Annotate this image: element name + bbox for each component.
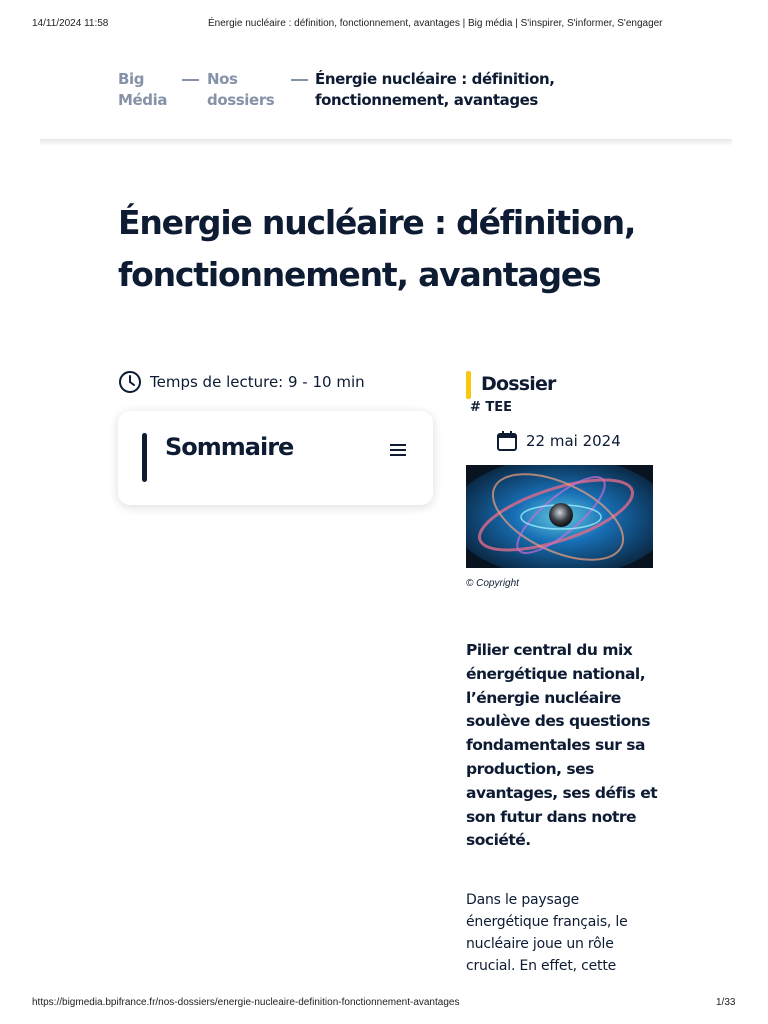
category-accent-bar	[466, 371, 471, 399]
summary-accent-bar	[142, 433, 147, 482]
breadcrumb	[118, 69, 678, 121]
print-footer	[0, 997, 768, 1011]
article-intro: Pilier central du mix énergétique national, l’énergie nucléaire soulève des questions fondamentales sur sa production, ses avantages, ses défis et son futur dans notre société.	[466, 641, 658, 850]
clock-icon	[118, 370, 142, 394]
summary-panel[interactable]	[118, 411, 433, 505]
print-url: https://bigmedia.bpifrance.fr/nos-dossiers/energie-nucleaire-definition-fonctionnement-avantages	[32, 997, 460, 1008]
tag-link[interactable]: # TEE	[470, 400, 513, 415]
article-body: Dans le paysage énergétique français, le nucléaire joue un rôle crucial. En effet, cette	[466, 892, 628, 974]
category-name: Dossier	[481, 373, 556, 395]
hero-image	[466, 465, 653, 568]
breadcrumb-dossiers-link[interactable]: Nos dossiers	[207, 70, 275, 109]
breadcrumb-current: Énergie nucléaire : définition, fonctionnement, avantages	[315, 70, 555, 109]
summary-title: Sommaire	[165, 433, 294, 461]
reading-time-label: Temps de lecture: 9 - 10 min	[150, 373, 365, 391]
page-number: 1/33	[716, 997, 736, 1008]
breadcrumb-separator	[291, 79, 308, 81]
publish-date-text: 22 mai 2024	[526, 432, 621, 450]
breadcrumb-home-link[interactable]: Big Média	[118, 70, 168, 109]
print-page-title: Énergie nucléaire : définition, fonctionnement, avantages | Big média | S'inspirer, S'informer, S'engager	[208, 18, 663, 29]
menu-icon[interactable]	[390, 443, 406, 457]
print-datetime: 14/11/2024 11:58	[32, 18, 109, 29]
breadcrumb-separator	[182, 79, 199, 81]
header-divider	[40, 139, 732, 146]
page-title: Énergie nucléaire : définition, fonctionnement, avantages	[118, 203, 636, 294]
calendar-icon	[496, 430, 518, 452]
print-header	[0, 18, 768, 32]
image-credit: © Copyright	[466, 578, 519, 589]
